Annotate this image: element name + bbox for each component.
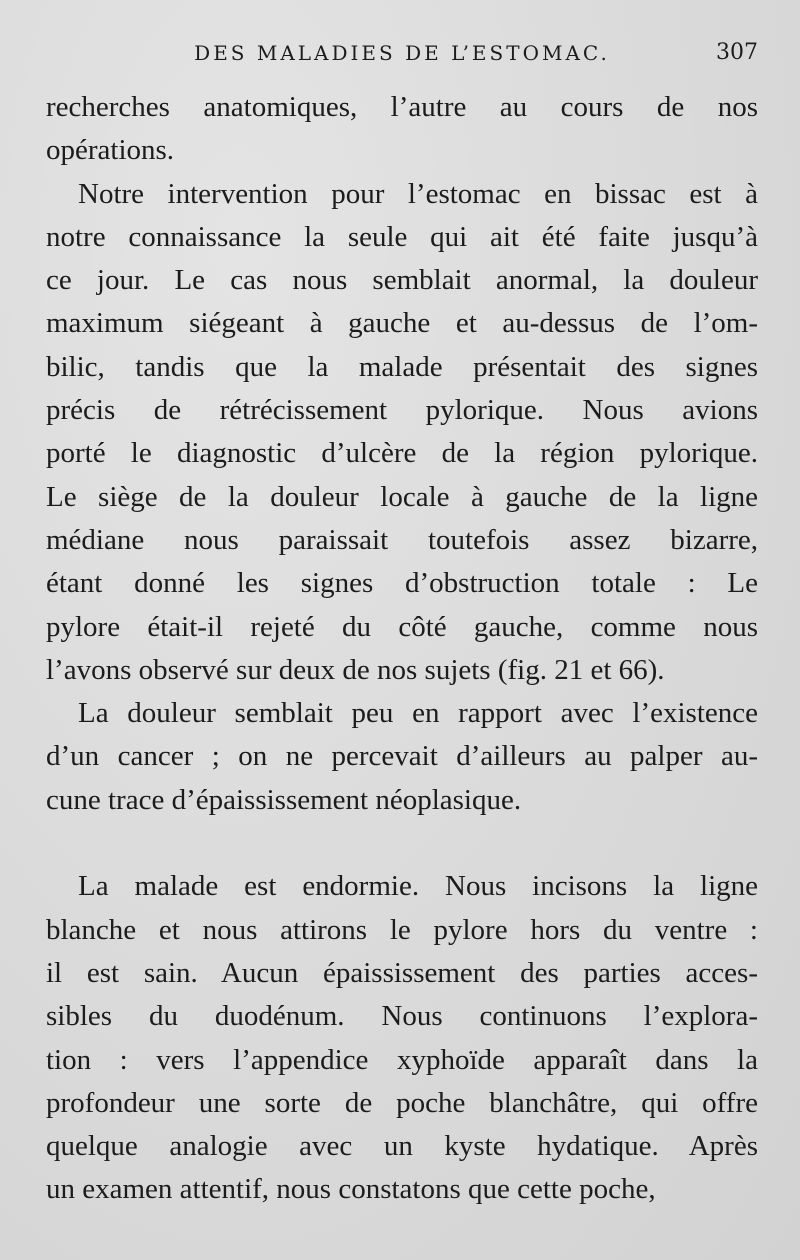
text-line: opérations. (46, 134, 175, 167)
paragraph (46, 86, 758, 173)
text-line: Le siège de la douleur locale à gauche de la ligne (46, 480, 758, 513)
running-head (46, 38, 758, 68)
text-line: étant donné les signes d’obstruction totale : Le (46, 567, 758, 600)
paragraph-gap (46, 822, 758, 865)
text-line: bilic, tandis que la malade présentait des signes (46, 350, 758, 383)
text-line: profondeur une sorte de poche blanchâtre, qui offre (46, 1086, 758, 1119)
text-line: un examen attentif, nous constatons que cette poche, (46, 1173, 656, 1206)
running-title: DES MALADIES DE L’ESTOMAC. (194, 41, 610, 65)
text-line: blanche et nous attirons le pylore hors du ventre : (46, 913, 758, 946)
text-line: quelque analogie avec un kyste hydatique. Après (46, 1130, 758, 1163)
text-line: médiane nous paraissait toutefois assez bizarre, (46, 523, 758, 556)
text-line: notre connaissance la seule qui ait été faite jusqu’à (46, 220, 758, 253)
text-line: l’avons observé sur deux de nos sujets (fig. 21 et 66). (46, 653, 665, 686)
text-line: d’un cancer ; on ne percevait d’ailleurs au palper au- (46, 740, 758, 773)
text-line: cune trace d’épaississement néoplasique. (46, 783, 522, 816)
paragraph (46, 692, 758, 822)
paragraph (46, 865, 758, 1211)
text-line: La malade est endormie. Nous incisons la ligne (78, 870, 758, 903)
text-line: ce jour. Le cas nous semblait anormal, la douleur (46, 264, 758, 297)
text-line: précis de rétrécissement pylorique. Nous avions (46, 394, 758, 427)
text-line: recherches anatomiques, l’autre au cours de nos (46, 91, 758, 123)
text-line: sibles du duodénum. Nous continuons l’explora- (46, 1000, 758, 1033)
text-line: pylore était-il rejeté du côté gauche, comme nous (46, 610, 758, 643)
text-line: Notre intervention pour l’estomac en bissac est à (78, 177, 758, 210)
text-line: La douleur semblait peu en rapport avec l’existence (78, 697, 758, 730)
text-line: il est sain. Aucun épaississement des parties acces- (46, 956, 758, 989)
paragraph (46, 173, 758, 693)
text-line: tion : vers l’appendice xyphoïde apparaît dans la (46, 1043, 758, 1076)
body-text (46, 86, 758, 1212)
text-line: porté le diagnostic d’ulcère de la région pylorique. (46, 437, 758, 470)
text-line: maximum siégeant à gauche et au-dessus de l’om- (46, 307, 758, 340)
page-number: 307 (716, 40, 758, 65)
